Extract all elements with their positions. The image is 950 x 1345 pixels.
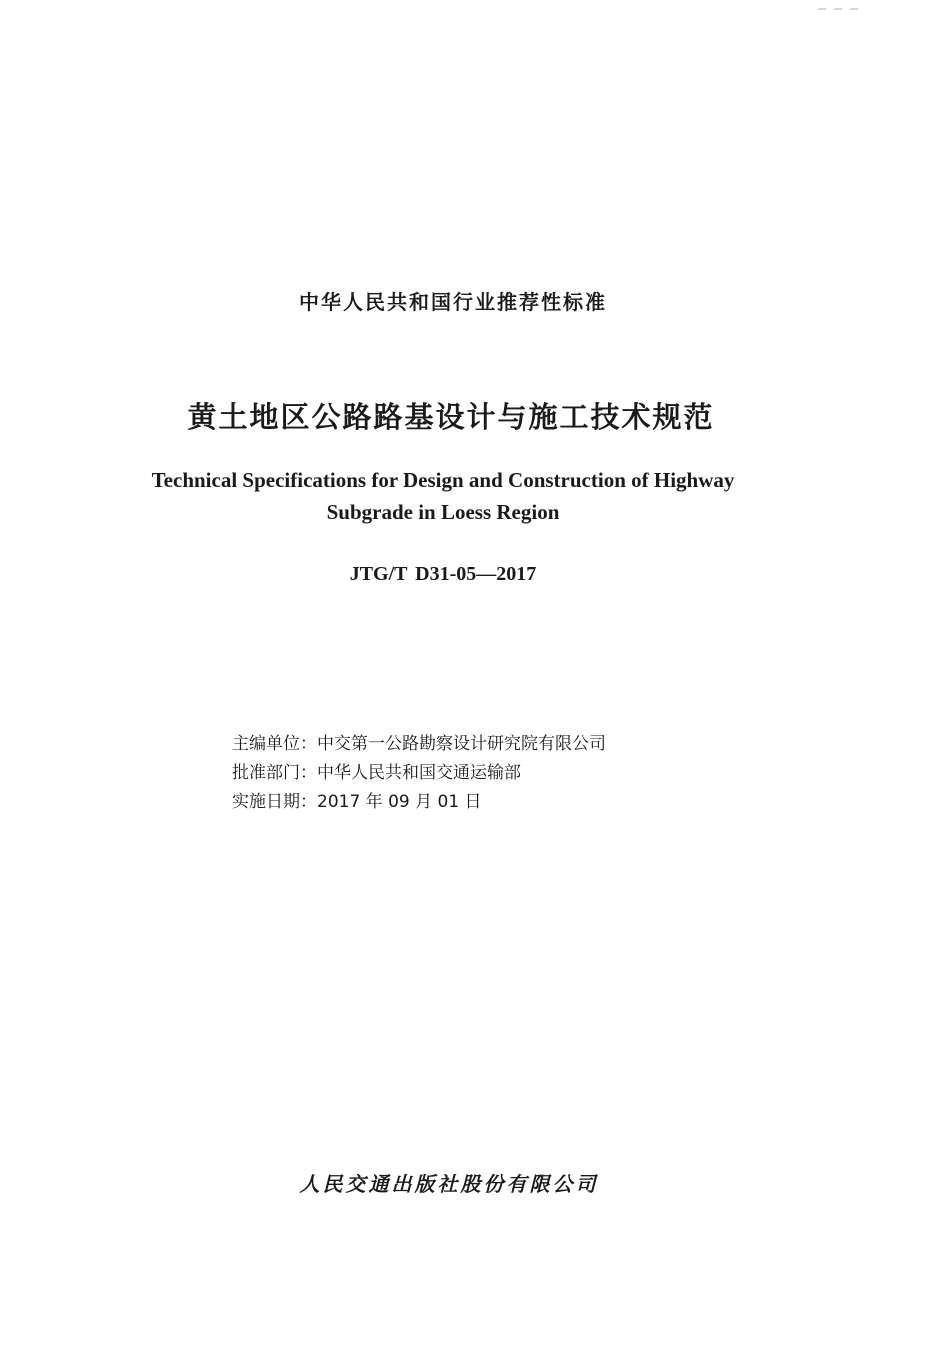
standard-type-heading: 中华人民共和国行业推荐性标准 [299, 290, 607, 314]
meta-approver-value: 中华人民共和国交通运输部 [317, 763, 521, 783]
title-english-line-1: Technical Specifications for Design and Construction of Highway [151, 468, 735, 492]
meta-editor-value: 中交第一公路勘察设计研究院有限公司 [317, 734, 606, 754]
title-chinese: 黄土地区公路路基设计与施工技术规范 [187, 400, 715, 434]
meta-editor-label: 主编单位： [232, 734, 317, 754]
standard-code: JTG/T D31-05—2017 [349, 563, 537, 585]
meta-date-value: 2017 年 09 月 01 日 [317, 792, 482, 812]
meta-date-label: 实施日期： [232, 792, 317, 812]
meta-row-editor [232, 730, 606, 759]
meta-block [232, 730, 606, 817]
meta-row-approver [232, 759, 606, 788]
publisher-name: 人民交通出版社股份有限公司 [299, 1172, 599, 1196]
meta-row-date [232, 788, 606, 817]
meta-approver-label: 批准部门： [232, 763, 317, 783]
title-english-line-2: Subgrade in Loess Region [326, 500, 560, 524]
scan-artifact [818, 8, 866, 10]
